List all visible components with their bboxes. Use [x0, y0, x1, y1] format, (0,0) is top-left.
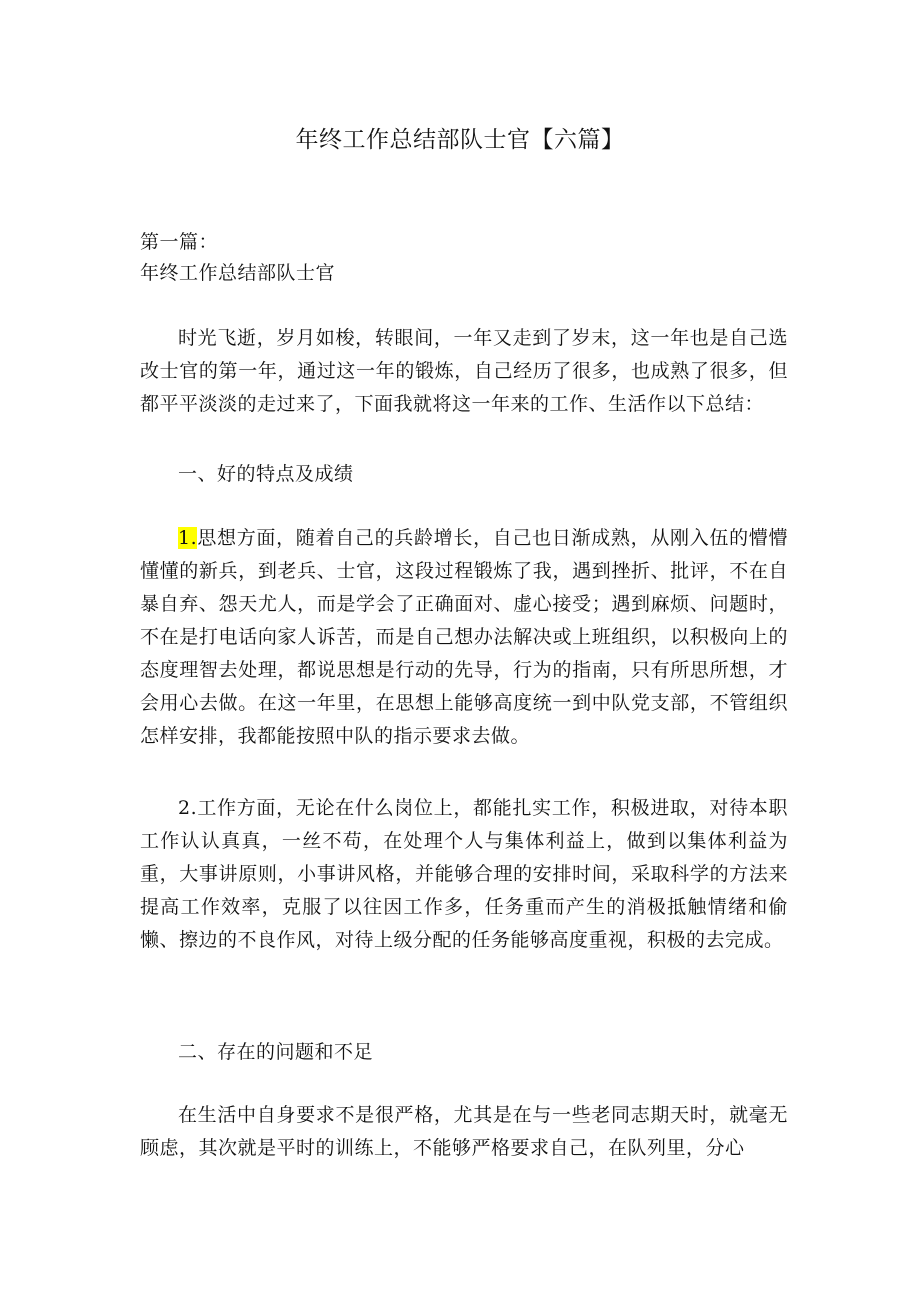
section1-heading: 一、好的特点及成绩	[178, 463, 354, 485]
item1-text: 思想方面，随着自己的兵龄增长，自己也日渐成熟，从刚入伍的懵懵懂懂的新兵，到老兵、士官，这段过程锻炼了我，遇到挫折、批评，不在自暴自弃、怨天尤人，而是学会了正确面对、虚心接受；遇到麻烦、问题时，不在是打电话向家人诉苦，而是自己想办法解决或上班组织，以积极向上的态度理智去处理，都说思想是行动的先导，行为的指南，只有所思所想，才会用心去做。在这一年里，在思想上能够高度统一到中队党支部，不管组织怎样安排，我都能按照中队的指示要求去做。	[140, 527, 788, 747]
item2-paragraph: 2.工作方面，无论在什么岗位上，都能扎实工作，积极进取，对待本职工作认认真真，一丝不苟，在处理个人与集体利益上，做到以集体利益为重，大事讲原则，小事讲风格，并能够合理的安排时间，采取科学的方法来提高工作效率，克服了以往因工作多，任务重而产生的消极抵触情绪和偷懒、擦边的不良作风，对待上级分配的任务能够高度重视，积极的去完成。	[140, 797, 788, 951]
section2-heading: 二、存在的问题和不足	[178, 1041, 374, 1063]
item1-number-highlight: 1.	[178, 527, 198, 549]
item1-paragraph	[140, 522, 788, 753]
intro-paragraph: 时光飞逝，岁月如梭，转眼间，一年又走到了岁末，这一年也是自己选改士官的第一年，通过这一年的锻炼，自己经历了很多，也成熟了很多，但都平平淡淡的走过来了，下面我就将这一年来的工作、生活作以下总结：	[140, 327, 788, 415]
part-title: 年终工作总结部队士官	[140, 262, 336, 284]
document-title: 年终工作总结部队士官【六篇】	[295, 127, 625, 153]
part-label: 第一篇：	[140, 231, 219, 253]
section2-paragraph: 在生活中自身要求不是很严格，尤其是在与一些老同志期天时，就毫无顾虑，其次就是平时的训练上，不能够严格要求自己，在队列里，分心	[140, 1104, 788, 1159]
